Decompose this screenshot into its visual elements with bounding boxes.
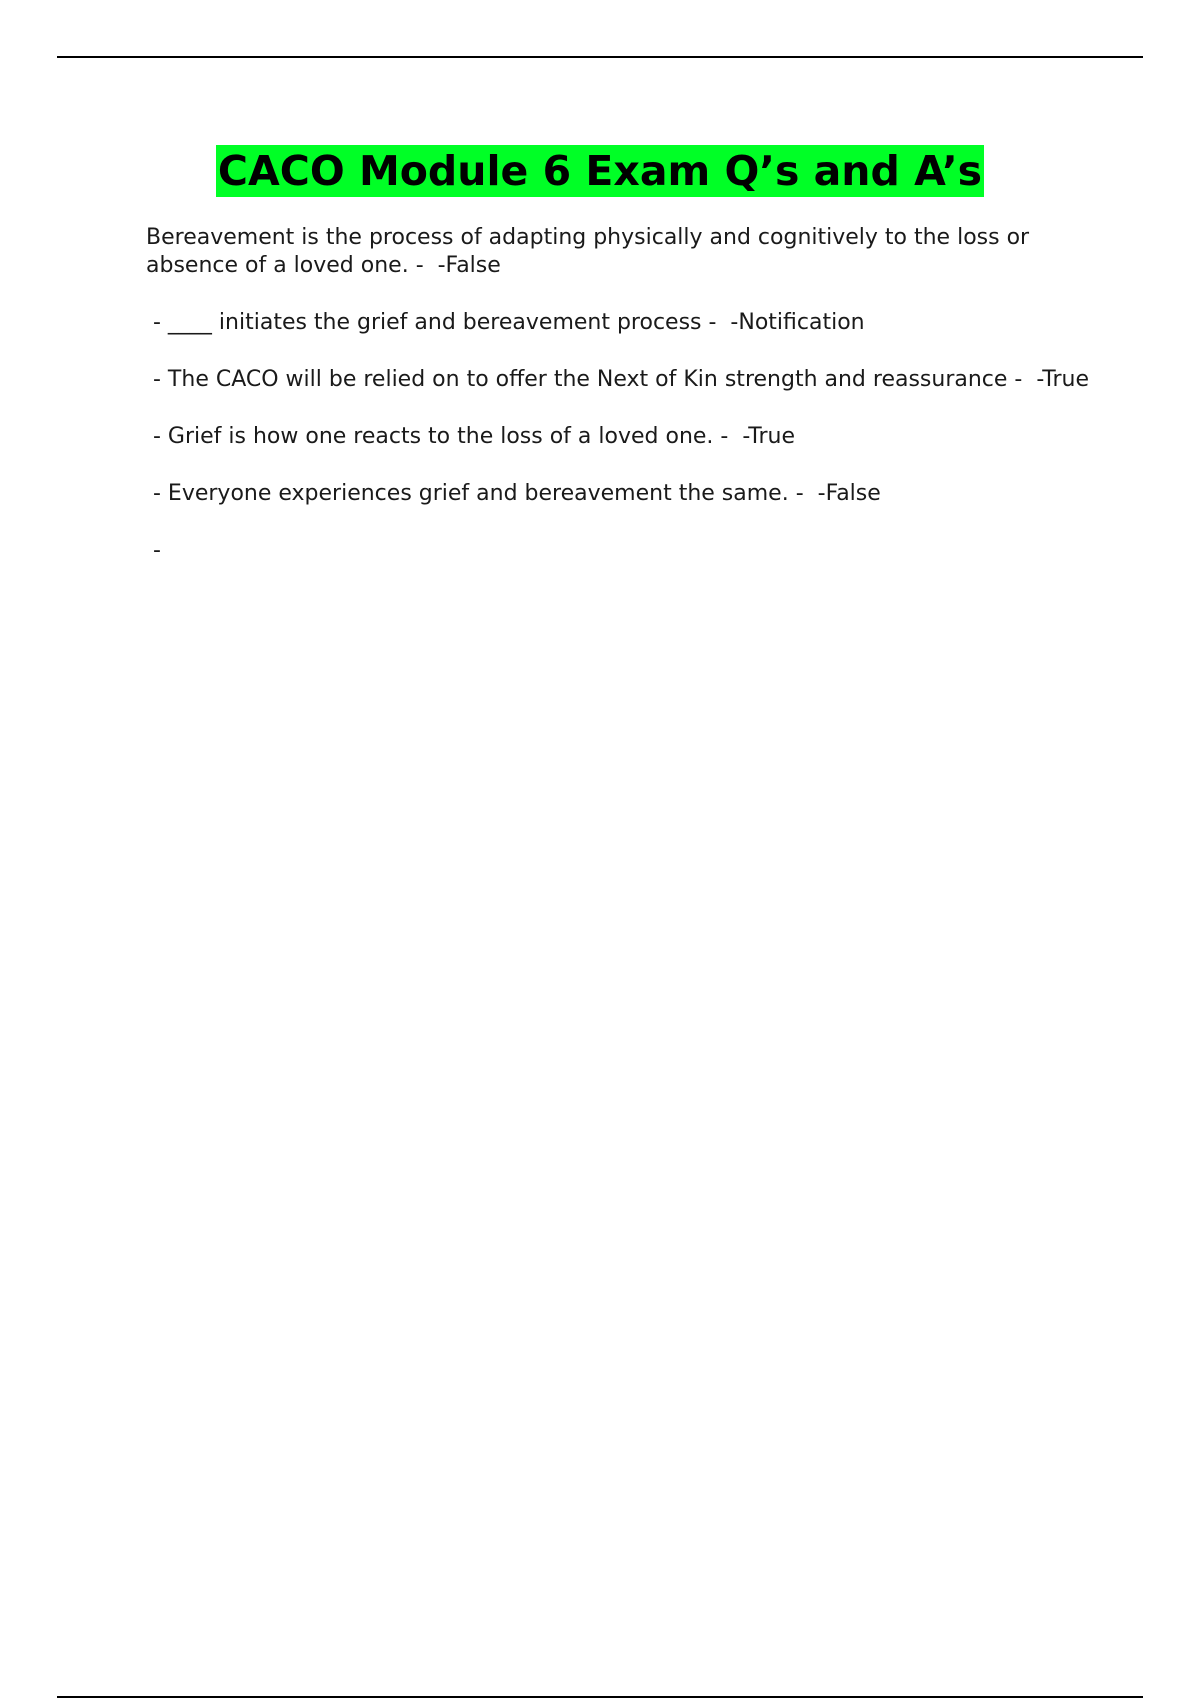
title-block [0,145,1200,197]
qa-list [146,224,1094,594]
qa-item: - ____ initiates the grief and bereavement process - -Notification [146,310,865,335]
footer-rule [57,1696,1143,1698]
qa-item: Bereavement is the process of adapting physically and cognitively to the loss or absence of a loved one. - -False [146,225,1037,278]
document-title: CACO Module 6 Exam Q’s and A’s [217,147,983,195]
header-rule [57,56,1143,58]
qa-item: - Grief is how one reacts to the loss of a loved one. - -True [146,424,795,449]
qa-item: - Everyone experiences grief and bereavement the same. - -False [146,481,881,506]
qa-item: - The CACO will be relied on to offer the Next of Kin strength and reassurance - -True [146,367,1089,392]
qa-item: - [146,538,161,563]
